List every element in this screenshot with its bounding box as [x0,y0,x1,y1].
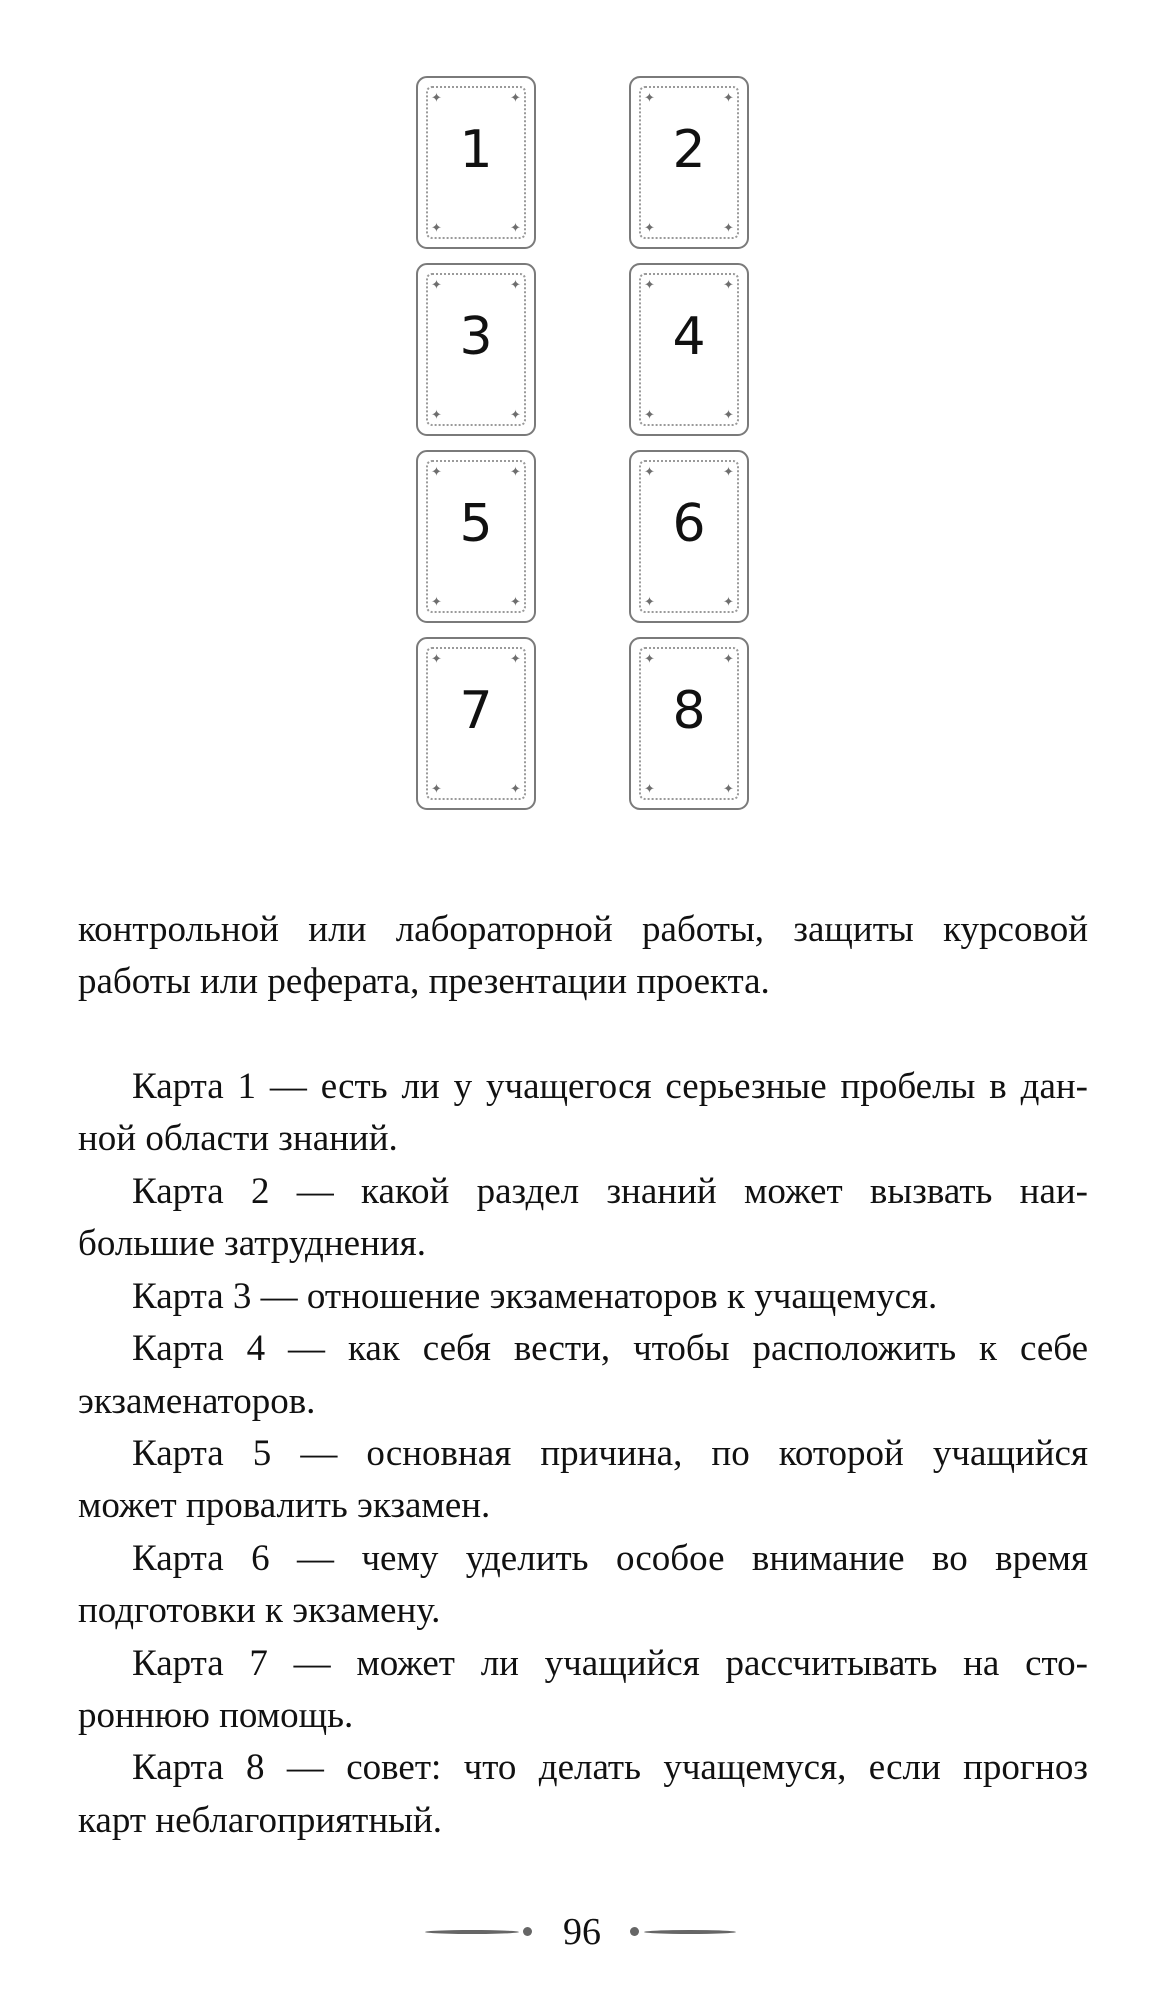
star-icon: ✦ [510,90,521,105]
card-number: 6 [672,494,706,554]
star-icon: ✦ [723,781,734,796]
text-line: Карта 3 — отношение экзаменаторов к учащемуся. [132,1276,938,1317]
star-icon: ✦ [644,220,655,235]
card-number: 2 [672,120,706,180]
card-8 [629,637,749,810]
text-line: Карта 4 — как себя вести, чтобы расположить к себе [132,1328,1088,1369]
text-line: Карта 2 — какой раздел знаний может вызвать наи- [132,1171,1088,1212]
star-icon: ✦ [723,277,734,292]
star-icon: ✦ [723,90,734,105]
text-line: Карта 1 — есть ли у учащегося серьезные пробелы в дан- [132,1066,1088,1107]
card-3 [416,263,536,436]
star-icon: ✦ [510,220,521,235]
card-number: 8 [672,681,706,741]
ornament-left-dot [523,1927,532,1936]
card-6 [629,450,749,623]
text-line: подготовки к экзамену. [78,1590,441,1631]
star-icon: ✦ [723,464,734,479]
card-4 [629,263,749,436]
star-icon: ✦ [644,781,655,796]
card-2 [629,76,749,249]
star-icon: ✦ [431,781,442,796]
star-icon: ✦ [431,277,442,292]
star-icon: ✦ [723,407,734,422]
text-line: большие затруднения. [78,1223,426,1264]
text-line: Карта 8 — совет: что делать учащемуся, если прогноз [132,1747,1088,1788]
page-number: 96 [563,1911,601,1953]
star-icon: ✦ [510,781,521,796]
card-number: 4 [672,307,706,367]
text-line: контрольной или лабораторной работы, защиты курсовой [78,909,1088,950]
star-icon: ✦ [510,464,521,479]
star-icon: ✦ [510,277,521,292]
star-icon: ✦ [644,464,655,479]
text-line: карт неблагоприятный. [78,1800,443,1841]
card-number: 7 [459,681,493,741]
star-icon: ✦ [644,90,655,105]
card-1 [416,76,536,249]
ornament-right-line [644,1930,736,1934]
text-line: роннюю помощь. [78,1695,354,1736]
star-icon: ✦ [431,594,442,609]
text-line: ной области знаний. [78,1118,398,1159]
text-line: работы или реферата, презентации проекта. [78,961,770,1002]
text-line: Карта 5 — основная причина, по которой учащийся [132,1433,1088,1474]
star-icon: ✦ [431,407,442,422]
star-icon: ✦ [644,277,655,292]
text-line: экзаменаторов. [78,1381,316,1422]
star-icon: ✦ [644,651,655,666]
text-line: может провалить экзамен. [78,1485,491,1526]
card-number: 5 [459,494,493,554]
text-line: Карта 7 — может ли учащийся рассчитывать на сто- [132,1643,1088,1684]
star-icon: ✦ [431,90,442,105]
star-icon: ✦ [431,220,442,235]
star-icon: ✦ [723,594,734,609]
star-icon: ✦ [723,220,734,235]
card-number: 1 [459,120,493,180]
text-line: Карта 6 — чему уделить особое внимание во время [132,1538,1088,1579]
page-footer [0,1908,1162,1956]
star-icon: ✦ [510,594,521,609]
card-number: 3 [459,307,493,367]
star-icon: ✦ [510,651,521,666]
star-icon: ✦ [644,594,655,609]
ornament-left-line [425,1930,519,1934]
star-icon: ✦ [510,407,521,422]
card-7 [416,637,536,810]
star-icon: ✦ [723,651,734,666]
card-5 [416,450,536,623]
star-icon: ✦ [644,407,655,422]
ornament-right-dot [630,1927,639,1936]
star-icon: ✦ [431,651,442,666]
star-icon: ✦ [431,464,442,479]
